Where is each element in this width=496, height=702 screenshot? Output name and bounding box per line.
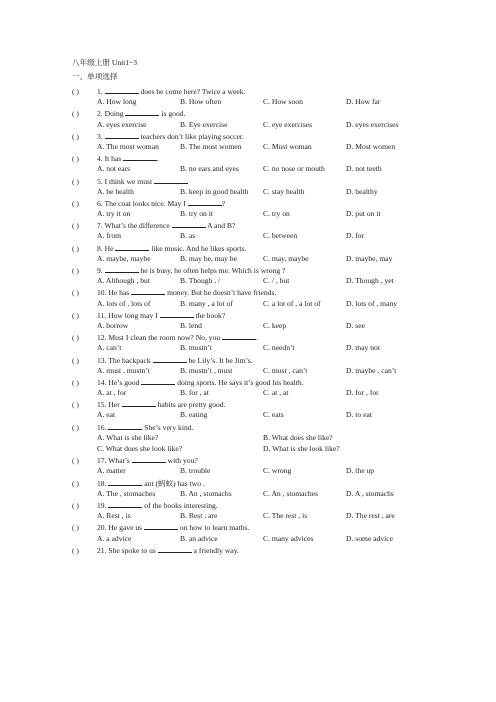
question-3 [72, 131, 472, 142]
option[interactable]: C. try on [263, 209, 290, 219]
option[interactable]: C. eats [263, 410, 284, 420]
question-number: 9. [97, 266, 105, 275]
answer-paren[interactable]: ( ) [72, 266, 79, 275]
question-text: is good. [159, 109, 186, 119]
question-text: like music. And he [149, 243, 211, 253]
answer-paren[interactable]: ( ) [72, 545, 79, 555]
question-12 [72, 332, 472, 343]
question-17 [72, 455, 472, 466]
option[interactable]: A. Although , but [97, 276, 150, 286]
option[interactable]: B. The most women [180, 141, 242, 151]
option[interactable]: C. many advices [263, 533, 314, 543]
option[interactable]: A. The most woman [97, 141, 159, 151]
question-16 [72, 422, 472, 433]
option[interactable]: A. maybe, maybe [97, 253, 151, 263]
option[interactable]: D. Most women [346, 141, 396, 151]
option[interactable]: C. keep [263, 320, 287, 330]
option[interactable]: D. for , for [346, 388, 379, 398]
option[interactable]: A. be health [97, 186, 134, 196]
option[interactable]: D. How far [346, 97, 381, 107]
option[interactable]: B. Eye exercise [180, 119, 228, 129]
answer-blank[interactable] [108, 422, 142, 430]
question-number: 5. [97, 176, 105, 186]
question-15 [72, 399, 472, 410]
question-text: with you? [165, 456, 198, 466]
question-8 [72, 243, 472, 254]
option[interactable]: B. an advice [180, 533, 218, 543]
question-number: 20. [97, 523, 109, 533]
question-text: his health. [272, 377, 304, 387]
options-row [72, 299, 472, 310]
option[interactable]: A. eat [97, 410, 116, 420]
question-11 [72, 310, 472, 321]
option[interactable]: B. An , stomachs [180, 488, 232, 498]
answer-paren[interactable]: ( ) [72, 456, 79, 466]
question-text: She’s very kind. [142, 422, 194, 432]
question-number: 7. [97, 221, 105, 231]
option[interactable]: C. What does she look like? [97, 444, 183, 453]
option[interactable]: D. healthy [346, 186, 378, 196]
answer-paren[interactable]: ( ) [72, 131, 79, 141]
answer-blank[interactable] [132, 455, 166, 463]
question-text: I think we must [104, 176, 154, 186]
question-text: a friendly way. [191, 545, 239, 555]
question-text: It has [104, 154, 124, 164]
option[interactable]: B. keep in good health [180, 186, 249, 196]
options-row [72, 489, 472, 500]
option[interactable]: B. mustn’t , must [180, 365, 233, 375]
question-text: What’s the difference [104, 221, 172, 231]
question-6 [72, 198, 472, 209]
answer-paren[interactable]: ( ) [72, 310, 79, 320]
option[interactable]: B. trouble [180, 466, 211, 476]
answer-blank[interactable] [153, 355, 187, 363]
question-18 [72, 478, 472, 489]
question-text: . [157, 154, 160, 164]
option[interactable]: A. try it on [97, 209, 131, 219]
answer-blank[interactable] [158, 545, 192, 553]
options-row [72, 164, 472, 175]
option[interactable]: A. can’t [97, 343, 122, 353]
question-10 [72, 287, 472, 298]
section-heading: 一、单项选择 [72, 72, 118, 81]
options-row [72, 444, 472, 455]
option[interactable]: B. Though , / [180, 276, 221, 286]
option[interactable]: D. lots of , many [346, 298, 398, 308]
option[interactable]: B. many , a lot of [180, 298, 233, 308]
question-text: friends. [253, 288, 277, 298]
answer-blank[interactable] [222, 332, 258, 343]
answer-paren[interactable]: ( ) [72, 523, 79, 533]
question-1 [72, 86, 472, 97]
answer-paren[interactable]: ( ) [72, 333, 79, 343]
options-row [72, 209, 472, 220]
option[interactable]: C. no nose or mouth [263, 164, 325, 174]
question-text: likes sports. [210, 243, 247, 253]
options-row [72, 321, 472, 332]
question-number: 8. [97, 243, 105, 253]
option[interactable]: D. see [346, 320, 365, 330]
question-number: 19. [97, 500, 109, 510]
question-4 [72, 153, 472, 164]
answer-paren[interactable]: ( ) [72, 154, 79, 164]
option[interactable]: B. mustn’t [180, 343, 212, 353]
option[interactable]: A. a advice [97, 533, 132, 543]
question-20 [72, 522, 472, 533]
answer-paren[interactable]: ( ) [72, 198, 79, 208]
question-5 [72, 176, 472, 187]
question-text: be Jim’s. [225, 355, 253, 365]
answer-paren[interactable]: ( ) [72, 355, 79, 365]
question-text: What’s [108, 456, 132, 466]
option[interactable]: C. How soon [263, 97, 303, 107]
question-2 [72, 108, 472, 119]
question-text: on how to learn maths. [178, 523, 250, 533]
answer-blank[interactable] [123, 153, 160, 164]
option[interactable]: D. some advice [346, 533, 394, 543]
option[interactable]: C. between [263, 231, 298, 241]
question-number: 3. [97, 131, 105, 141]
options-row [72, 97, 472, 108]
option[interactable]: C. at , at [263, 388, 289, 398]
question-number: 1. [97, 87, 105, 96]
option[interactable]: A. lots of , lots of [97, 298, 151, 308]
answer-blank[interactable] [188, 198, 222, 206]
question-text: of the books [142, 500, 184, 510]
question-text: Must I clean the room now? No, you [108, 333, 223, 343]
question-number: 21. [97, 545, 109, 555]
option[interactable]: B. try on it [180, 209, 213, 219]
option[interactable]: B. eating [180, 410, 208, 420]
options-row [72, 366, 472, 377]
question-14 [72, 377, 472, 388]
question-number: 10. [97, 288, 109, 298]
question-text: ? [221, 198, 226, 208]
answer-blank[interactable] [144, 522, 178, 530]
answer-blank[interactable] [172, 220, 206, 228]
question-number: 18. [97, 478, 109, 488]
answer-blank[interactable] [105, 86, 139, 94]
answer-blank[interactable] [105, 131, 139, 139]
question-text: He [104, 243, 116, 253]
answer-blank[interactable] [160, 310, 194, 318]
option[interactable]: C. An , stomaches [263, 488, 319, 498]
question-number: 16. [97, 422, 109, 432]
option[interactable]: C. eye exercises [263, 119, 313, 129]
question-text: The coat looks nice. May I [104, 198, 188, 208]
option[interactable]: A. The , stomaches [97, 488, 156, 498]
question-21 [72, 545, 472, 556]
answer-blank[interactable] [141, 377, 175, 385]
answer-blank[interactable] [125, 108, 159, 116]
option[interactable]: A. Rest , is [97, 511, 131, 521]
option[interactable]: C. may, maybe [263, 253, 309, 263]
question-text: . [202, 478, 205, 488]
question-text: he often helps me. Which is wrong ? [174, 266, 286, 275]
options-row [72, 142, 472, 153]
question-number: 13. [97, 355, 109, 365]
answer-paren[interactable]: ( ) [72, 221, 79, 231]
options-row [72, 231, 472, 242]
option[interactable]: D. to eat [346, 410, 372, 420]
options-row [72, 120, 472, 131]
option[interactable]: D. A , stomachs [346, 488, 394, 498]
option[interactable]: B. may be, may be [180, 253, 237, 263]
options-row [72, 433, 472, 444]
option[interactable]: B. Rest , are [180, 511, 218, 521]
question-text: money. But he doesn’t have [165, 288, 254, 298]
option[interactable]: A. borrow [97, 320, 129, 330]
option[interactable]: C. / , but [263, 276, 290, 286]
option[interactable]: C. must , can’t [263, 365, 308, 375]
option[interactable]: B. How often [180, 97, 222, 107]
option[interactable]: B. no ears and eyes [180, 164, 239, 174]
question-number: 4. [97, 154, 105, 164]
options-row [72, 343, 472, 354]
option[interactable]: A. at , for [97, 388, 127, 398]
answer-paren[interactable]: ( ) [72, 400, 79, 410]
question-text: be Lily’s. It [186, 355, 226, 365]
question-number: 14. [97, 377, 109, 387]
answer-paren[interactable]: ( ) [72, 500, 79, 510]
option[interactable]: D. Though , yet [346, 276, 394, 286]
question-text: He gave us [108, 523, 145, 533]
option[interactable]: C. Most woman [263, 141, 312, 151]
option[interactable]: B. lend [180, 320, 202, 330]
worksheet-title: 八年级上册 Unit1~3 [72, 58, 138, 67]
answer-blank[interactable] [131, 287, 165, 295]
option[interactable]: D. may not [346, 343, 380, 353]
answer-paren[interactable]: ( ) [72, 288, 79, 298]
question-number: 11. [97, 310, 109, 320]
answer-paren[interactable]: ( ) [72, 176, 79, 186]
option[interactable]: C. stay health [263, 186, 305, 196]
question-text: A and B? [205, 221, 236, 231]
question-text: ant (蚂蚁) has two [142, 478, 203, 488]
question-13 [72, 355, 472, 366]
question-number: 6. [97, 198, 105, 208]
option[interactable]: D. not teeth [346, 164, 382, 174]
options-row [72, 466, 472, 477]
option[interactable]: C. The rest , is [263, 511, 308, 521]
options-row [72, 388, 472, 399]
option[interactable]: C. a lot of , a lot of [263, 298, 321, 308]
options-row [72, 276, 472, 287]
answer-paren[interactable]: ( ) [72, 422, 79, 432]
question-text: interesting. [183, 500, 218, 510]
answer-paren[interactable]: ( ) [72, 478, 79, 488]
question-text: He has [108, 288, 132, 298]
answer-blank[interactable] [105, 265, 139, 273]
option[interactable]: A. eyes exercise [97, 119, 147, 129]
question-number: 15. [97, 400, 109, 410]
answer-blank[interactable] [108, 500, 142, 508]
option[interactable]: B. as [180, 231, 196, 241]
question-list [72, 86, 472, 556]
option[interactable]: A. matter [97, 466, 126, 476]
options-row [72, 254, 472, 265]
answer-blank[interactable] [115, 243, 149, 251]
option[interactable]: A. What is she like? [97, 432, 159, 442]
question-text: Her [108, 400, 122, 410]
option[interactable]: B. What does she like? [263, 432, 333, 442]
option[interactable]: D. put on it [346, 209, 381, 219]
option[interactable]: A. How long [97, 97, 137, 107]
options-row [72, 187, 472, 198]
answer-paren[interactable]: ( ) [72, 87, 79, 96]
option[interactable]: A. not ears [97, 164, 131, 174]
question-text: does he come here? Twice a week. [138, 87, 246, 96]
question-19 [72, 500, 472, 511]
options-row [72, 410, 472, 421]
answer-paren[interactable]: ( ) [72, 109, 79, 119]
option[interactable]: A. must , mustn’t [97, 365, 150, 375]
question-text: teachers don’t like playing soccer. [138, 131, 244, 141]
question-7 [72, 220, 472, 231]
option[interactable]: D. maybe, may [346, 253, 393, 263]
answer-blank[interactable] [122, 399, 156, 407]
answer-blank[interactable] [108, 478, 142, 486]
option[interactable]: D. maybe , can’t [346, 365, 397, 375]
option[interactable]: D. for [346, 231, 365, 241]
options-row [72, 534, 472, 545]
question-9 [72, 265, 472, 276]
question-text: the book? [193, 310, 226, 320]
question-number: 2. [97, 109, 105, 119]
option[interactable]: A. from [97, 231, 122, 241]
option[interactable]: D. the up [346, 466, 375, 476]
question-text: habits are pretty good. [155, 400, 226, 410]
question-text: The backpack [108, 355, 153, 365]
question-text: doing sports. He says it’s good [175, 377, 273, 387]
question-text: How long may I [108, 310, 160, 320]
options-row [72, 511, 472, 522]
option[interactable]: C. wrong [263, 466, 292, 476]
question-text: He’s good [108, 377, 142, 387]
worksheet-page [72, 58, 472, 556]
option[interactable]: C. needn’t [263, 343, 295, 353]
option[interactable]: D. The rest , are [346, 511, 395, 521]
option[interactable]: D. What is she look like? [263, 444, 340, 453]
question-number: 12. [97, 333, 109, 343]
answer-paren[interactable]: ( ) [72, 243, 79, 253]
question-text: She spoke to us [108, 545, 158, 555]
question-number: 17. [97, 456, 109, 466]
question-text: Doing [104, 109, 126, 119]
question-text: he is busy, [138, 266, 175, 275]
option[interactable]: D. eyes exercises [346, 119, 399, 129]
option[interactable]: B. for , at [180, 388, 209, 398]
answer-blank[interactable] [154, 176, 188, 184]
question-text: . [256, 333, 258, 343]
answer-paren[interactable]: ( ) [72, 377, 79, 387]
